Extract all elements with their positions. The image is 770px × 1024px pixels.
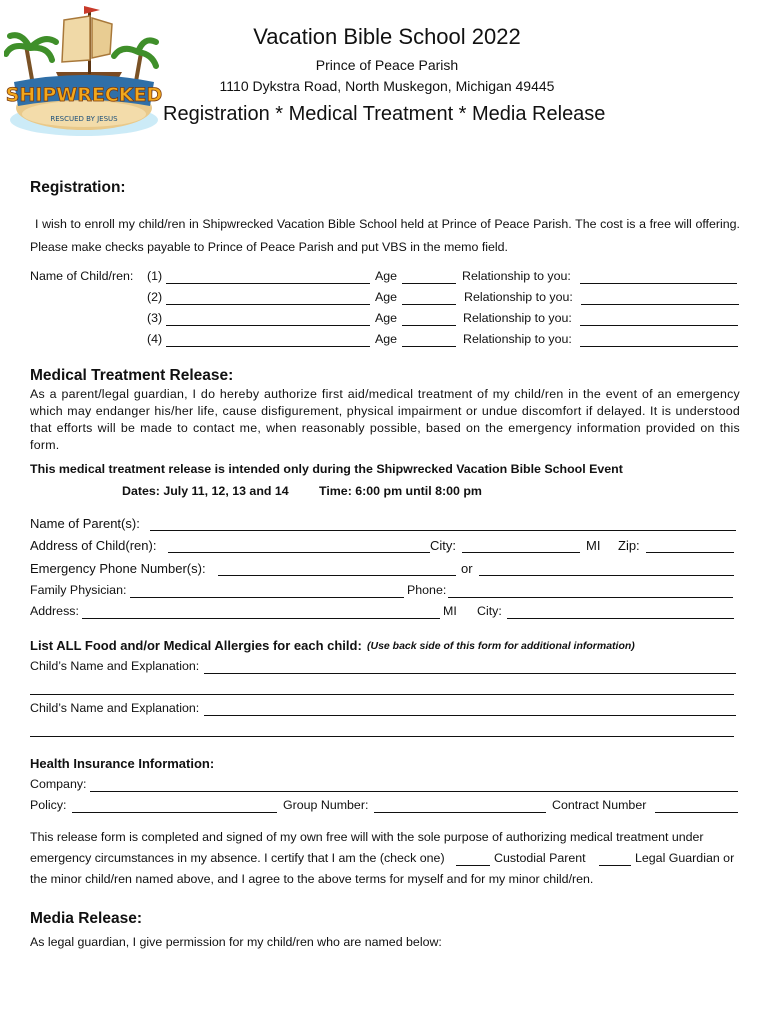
allergy-entry-label: Child’s Name and Explanation:: [30, 659, 200, 673]
physician-label: Family Physician:: [30, 583, 127, 597]
children-label: Name of Child/ren:: [30, 269, 134, 283]
relationship-label: Relationship to you:: [463, 311, 572, 325]
child-name-field[interactable]: [166, 304, 370, 305]
parish-name: Prince of Peace Parish: [315, 57, 459, 73]
physician-field[interactable]: [130, 597, 404, 598]
physician-phone-label: Phone:: [407, 583, 447, 597]
allergy-entry-field[interactable]: [204, 673, 736, 674]
zip-label: Zip:: [618, 538, 640, 553]
custodial-parent-check-field[interactable]: [456, 865, 490, 866]
physician-phone-field[interactable]: [448, 597, 733, 598]
group-number-field[interactable]: [374, 812, 546, 813]
physician-address-field[interactable]: [82, 618, 440, 619]
allergy-entry-field-continued[interactable]: [30, 694, 734, 695]
child-address-field[interactable]: [168, 552, 430, 553]
contract-number-label: Contract Number: [552, 798, 647, 812]
event-dates: Dates: July 11, 12, 13 and 14: [122, 484, 289, 498]
child-number: (3): [147, 311, 163, 325]
registration-heading: Registration:: [30, 179, 126, 196]
medical-release-text: As a parent/legal guardian, I do hereby authorize first aid/medical treatment of my child/ren in the event of an emergency which may endanger his/her life, cause disfigurement, physical impairment or undue discomfort if delayed. It is understood that efforts will be made to contact me, when reasonably possible, based on the emergency information provided on this form.: [30, 387, 740, 452]
parent-name-label: Name of Parent(s):: [30, 516, 140, 531]
child-name-field[interactable]: [166, 346, 370, 347]
age-field[interactable]: [402, 325, 456, 326]
relationship-field[interactable]: [581, 304, 739, 305]
parish-address: 1110 Dykstra Road, North Muskegon, Michigan 49445: [219, 78, 555, 94]
allergy-entry-field[interactable]: [204, 715, 736, 716]
policy-field[interactable]: [72, 812, 277, 813]
logo-wordmark: SHIPWRECKED: [5, 84, 163, 106]
relationship-label: Relationship to you:: [462, 269, 571, 283]
registration-intro: I wish to enroll my child/ren in Shipwrecked Vacation Bible School held at Prince of Peace Parish. The cost is a free will offering. Please make checks payable to Prince of Peace Parish and put VBS in the memo field.: [30, 217, 740, 254]
age-label: Age: [375, 311, 398, 325]
state-text: MI: [586, 538, 601, 553]
release-statement-line-2: emergency circumstances in my absence. I certify that I am the (check one): [30, 851, 445, 865]
city-label: City:: [430, 538, 456, 553]
physician-city-label: City:: [477, 604, 502, 618]
group-number-label: Group Number:: [283, 798, 369, 812]
physician-address-label: Address:: [30, 604, 79, 618]
zip-field[interactable]: [646, 552, 734, 553]
or-label: or: [461, 561, 473, 576]
emergency-phone-alt-field[interactable]: [479, 575, 734, 576]
form-subtitle: Registration * Medical Treatment * Media Release: [163, 103, 606, 125]
age-field[interactable]: [402, 346, 456, 347]
relationship-label: Relationship to you:: [464, 290, 573, 304]
physician-city-field[interactable]: [507, 618, 734, 619]
page-title: Vacation Bible School 2022: [253, 24, 521, 49]
company-label: Company:: [30, 777, 87, 791]
logo-tagline: RESCUED BY JESUS: [50, 115, 118, 123]
relationship-label: Relationship to you:: [463, 332, 572, 346]
media-release-text: As legal guardian, I give permission for my child/ren who are named below:: [30, 935, 442, 949]
insurance-heading: Health Insurance Information:: [30, 756, 215, 771]
child-name-field[interactable]: [166, 283, 370, 284]
child-number: (2): [147, 290, 163, 304]
medical-heading: Medical Treatment Release:: [30, 367, 234, 384]
company-field[interactable]: [90, 791, 738, 792]
custodial-parent-label: Custodial Parent: [494, 851, 586, 865]
relationship-field[interactable]: [580, 283, 737, 284]
age-label: Age: [375, 269, 398, 283]
parent-name-field[interactable]: [150, 530, 736, 531]
allergies-heading: List ALL Food and/or Medical Allergies for each child:: [30, 638, 362, 653]
age-field[interactable]: [402, 304, 456, 305]
age-label: Age: [375, 290, 398, 304]
legal-guardian-check-field[interactable]: [599, 865, 631, 866]
age-label: Age: [375, 332, 398, 346]
emergency-phone-label: Emergency Phone Number(s):: [30, 561, 206, 576]
physician-state-text: MI: [443, 604, 457, 618]
event-notice: This medical treatment release is intended only during the Shipwrecked Vacation Bible School Event: [30, 462, 623, 476]
child-name-field[interactable]: [166, 325, 370, 326]
event-time: Time: 6:00 pm until 8:00 pm: [319, 484, 482, 498]
media-heading: Media Release:: [30, 910, 142, 927]
allergy-entry-label: Child’s Name and Explanation:: [30, 701, 200, 715]
child-number: (4): [147, 332, 163, 346]
policy-label: Policy:: [30, 798, 67, 812]
legal-guardian-label: Legal Guardian or: [635, 851, 735, 865]
child-number: (1): [147, 269, 163, 283]
age-field[interactable]: [402, 283, 456, 284]
relationship-field[interactable]: [580, 346, 738, 347]
child-address-label: Address of Child(ren):: [30, 538, 157, 553]
allergy-entry-field-continued[interactable]: [30, 736, 734, 737]
release-statement-line-1: This release form is completed and signed of my own free will with the sole purpose of authorizing medical treatment under: [30, 830, 704, 844]
city-field[interactable]: [462, 552, 580, 553]
emergency-phone-field[interactable]: [218, 575, 456, 576]
contract-number-field[interactable]: [655, 812, 738, 813]
relationship-field[interactable]: [580, 325, 738, 326]
release-statement-line-3: the minor child/ren named above, and I agree to the above terms for myself and for my minor child/ren.: [30, 872, 594, 886]
allergies-note: (Use back side of this form for additional information): [367, 640, 635, 652]
